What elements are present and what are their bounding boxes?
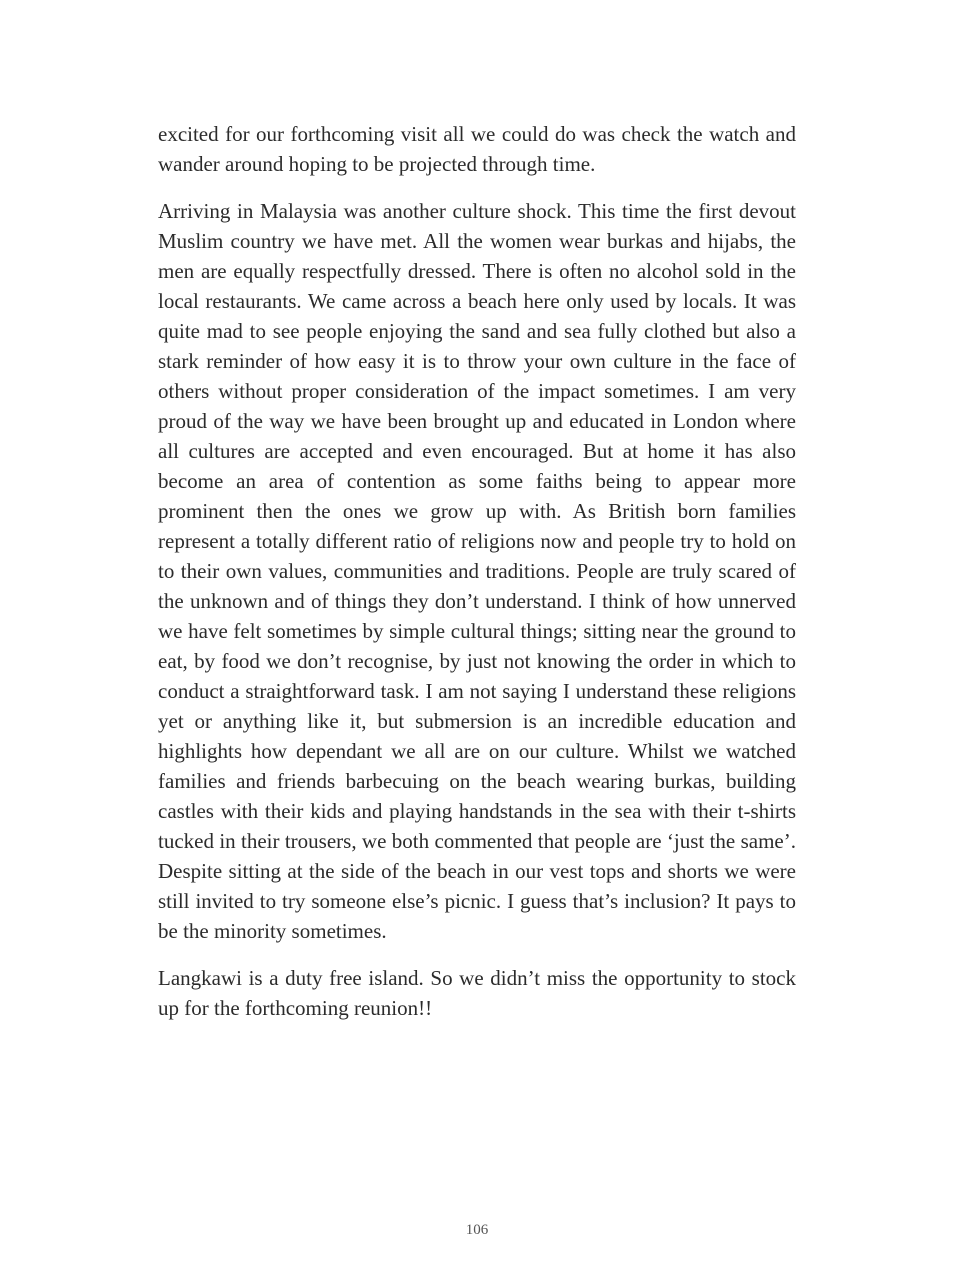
paragraph-2: Arriving in Malaysia was another culture shock. This time the first devout Muslim country we have met. All the women wear burkas and hijabs, the men are equally respectfully dressed. There is often no alcohol sold in the local restaurants. We came across a beach here only used by locals. It was quite mad to see people enjoying the sand and sea fully clothed but also a stark reminder of how easy it is to throw your own culture in the face of others without proper consideration of the impact sometimes. I am very proud of the way we have been brought up and educated in London where all cultures are accepted and even encouraged. But at home it has also become an area of contention as some faiths being to appear more prominent then the ones we grow up with. As British born families represent a totally different ratio of religions now and people try to hold on to their own values, communities and traditions. People are truly scared of the unknown and of things they don’t understand. I think of how unnerved we have felt sometimes by simple cultural things; sitting near the ground to eat, by food we don’t recognise, by just not knowing the order in which to conduct a straightforward task. I am not saying I understand these religions yet or anything like it, but submersion is an incredible education and highlights how dependant we all are on our culture. Whilst we watched families and friends barbecuing on the beach wearing burkas, building castles with their kids and playing handstands in the sea with their t-shirts tucked in their trousers, we both commented that people are ‘just the same’. Despite sitting at the side of the beach in our vest tops and shorts we were still invited to try someone else’s picnic. I guess that’s inclusion? It pays to be the minority sometimes. [158,199,796,943]
paragraph-1: excited for our forthcoming visit all we could do was check the watch and wander around hoping to be projected through time. [158,122,796,176]
paragraph-3: Langkawi is a duty free island. So we didn’t miss the opportunity to stock up for the forthcoming reunion!! [158,966,796,1020]
page-number: 106 [465,1222,489,1238]
body-text [158,119,796,1040]
